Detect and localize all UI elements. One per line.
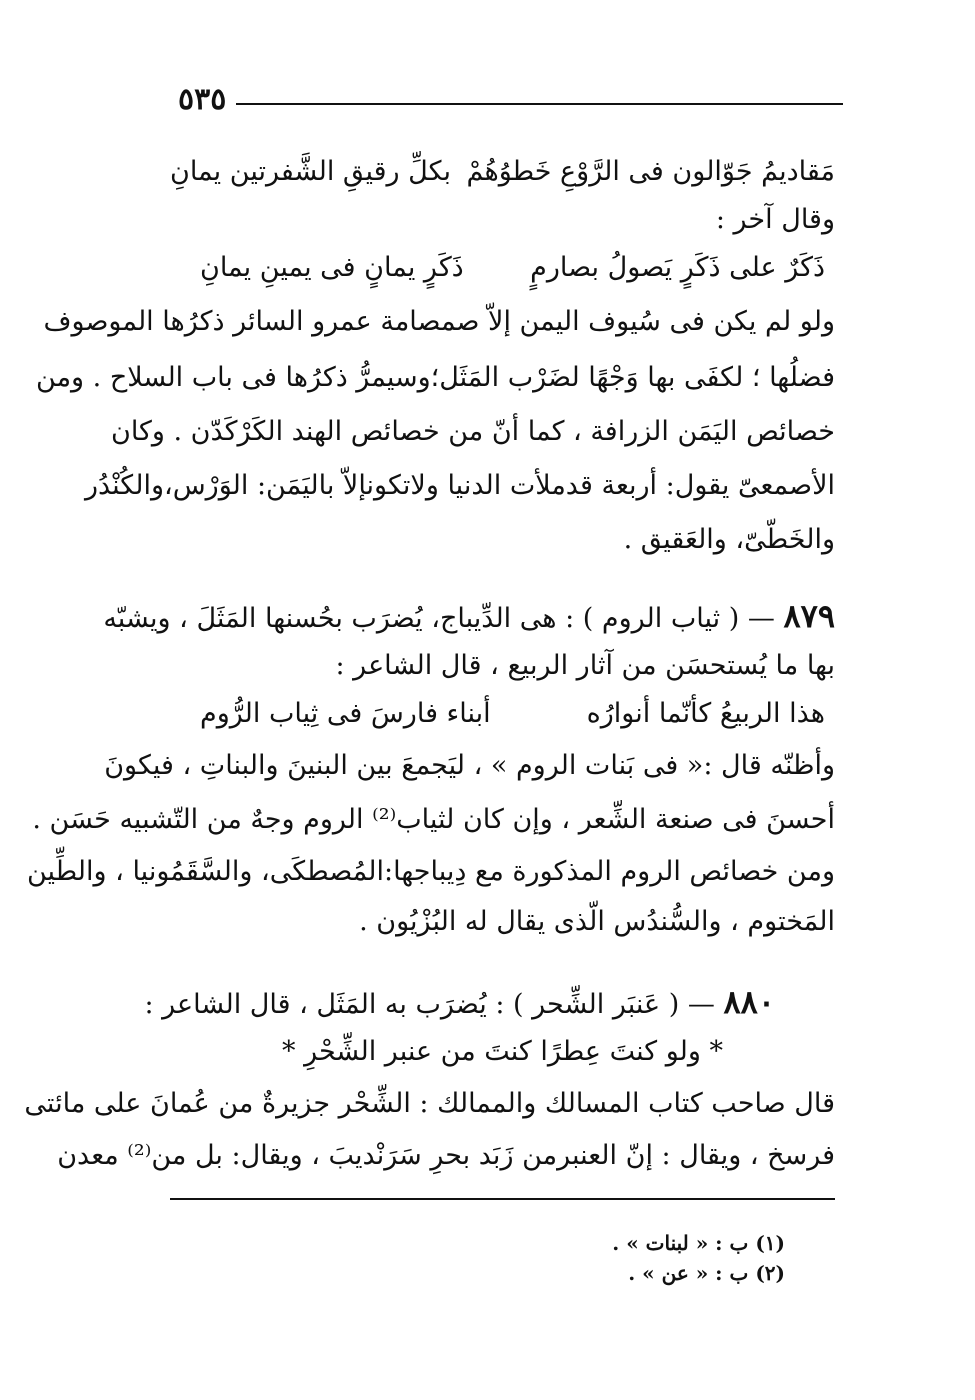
- footnote-1: (١) ب : « لبنات » .: [612, 1231, 785, 1255]
- text-line: خصائص اليَمَن الزرافة ، كما أنّ من خصائص الهند الكَرْكَدّن . وكان: [110, 416, 835, 447]
- verse-first-hemistich: هذا الربيعُ كأنّما أنوارُه: [586, 698, 825, 729]
- text-line: ولو لم يكن فى سُيوف اليمن إلاّ صمصامة عمرو السائر ذكرُها الموصوف: [43, 306, 835, 337]
- verse-second-hemistich: أبناء فارسَ فى ثِياب الرُّوم: [200, 698, 491, 729]
- verse-line-3: [200, 692, 825, 736]
- verse-fragment: * ولو كنتَ عِطرًا كنتَ من عنبر الشِّحْرِ *: [281, 1036, 724, 1067]
- text-line: فرسخ ، ويقال : إنّ العنبرمن زَبَد بحرِ سَرَنْديبَ ، ويقال: بل من⁽²⁾ معدن: [57, 1140, 835, 1171]
- entry-number: ٨٧٩: [783, 597, 835, 635]
- page-header: [178, 78, 843, 118]
- verse-second-hemistich: بكلِّ رقيقِ الشَّفرتين يمانِ: [170, 156, 451, 187]
- verse-line-1: [170, 150, 835, 194]
- footnote-rule: [170, 1198, 835, 1200]
- entry-number: ٨٨٠: [723, 983, 775, 1021]
- verse-second-hemistich: ذَكَرٍ يمانٍ فى يمينِ يمانِ: [200, 252, 464, 283]
- text-line: المَختوم ، والسُّندُس الّذى يقال له البُزْيُون .: [359, 906, 835, 937]
- verse-first-hemistich: مَقاديمُ جَوّالون فى الرَّوْعِ خَطوُهُمْ: [466, 156, 835, 187]
- page-number: ٥٣٥: [178, 82, 227, 117]
- text-line: أحسنَ فى صنعة الشِّعر ، وإن كان لثياب⁽²⁾ الروم وجهٌ من التّشبيه حَسَن .: [32, 804, 835, 835]
- text-line: بها ما يُستحسَن من آثار الربيع ، قال الشاعر :: [335, 650, 835, 681]
- verse-line-2: [200, 246, 825, 290]
- text-line: وأظنّه قال :« فى بَنات الروم » ، ليَجمعَ بين البنينَ والبناتِ ، فيكونَ: [104, 750, 835, 781]
- text-line: ومن خصائص الروم المذكورة مع دِيباجها:المُصطكَى، والسَّقَمُونيا ، والطِّين: [26, 856, 835, 887]
- entry-heading-text: — ( عَنبَر الشِّحر ) : يُضرَب به المَثَل ، قال الشاعر :: [144, 989, 724, 1020]
- text-line: فضلُها ؛ لكفَى بها وَجْهًا لضَرْب المَثَل؛وسيمرُّ ذكرُها فى باب السلاح . ومن: [36, 362, 835, 393]
- text-line: والخَطّىّ، والعَقيق .: [623, 524, 835, 555]
- text-line: قال صاحب كتاب المسالك والممالك : الشِّحْر جزيرةٌ من عُمانَ على مائتى: [24, 1088, 835, 1119]
- entry-880-heading: [144, 980, 775, 1027]
- entry-heading-text: — ( ثياب الروم ) : هى الدِّيباج، يُضرَب بحُسنها المَثَلَ ، ويشبّه: [103, 603, 784, 634]
- verse-first-hemistich: ذَكَرٌ على ذَكَرٍ يَصولُ بصارمٍ: [530, 252, 825, 283]
- entry-879-heading: [103, 594, 835, 641]
- footnote-2: (٢) ب : « عن » .: [628, 1261, 785, 1285]
- text-line: وقال آخر :: [715, 204, 835, 235]
- text-line: الأصمعىّ يقول: أربعة قدملأت الدنيا ولاتكونإلاّ باليَمَن: الوَرْس،والكُنْدُر: [84, 470, 835, 501]
- header-rule: [236, 103, 843, 105]
